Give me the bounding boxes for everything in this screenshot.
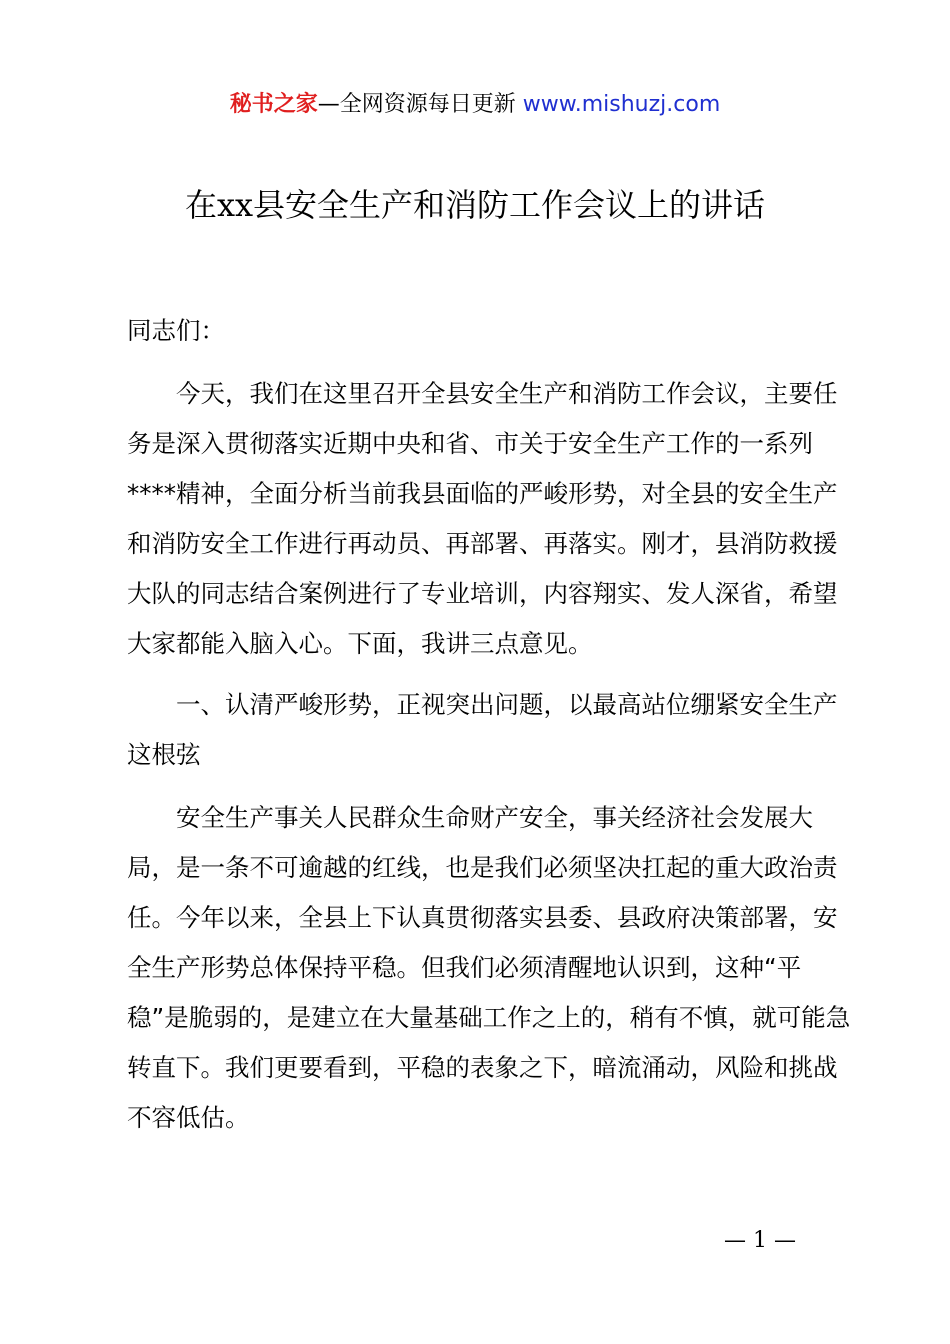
title-prefix: 在 [184, 186, 217, 224]
title-rest: 县安全生产和消防工作会议上的讲话 [253, 186, 766, 224]
site-header [0, 88, 950, 122]
page-number: — 1 — [724, 1228, 796, 1253]
site-brand: 秘书之家 [229, 92, 318, 117]
site-tagline: —全网资源每日更新 [317, 92, 516, 117]
salutation: 同志们： [127, 316, 225, 345]
document-title [0, 180, 950, 230]
section-heading-1: 一、认清严峻形势，正视突出问题，以最高站位绷紧安全生产这根弦 [127, 690, 838, 769]
paragraph-intro: 今天，我们在这里召开全县安全生产和消防工作会议，主要任务是深入贯彻落实近期中央和省、市关于安全生产工作的一系列****精神，全面分析当前我县面临的严峻形势，对全县的安全生产和消防安全工作进行再动员、再部署、再落实。刚才，县消防救援大队的同志结合案例进行了专业培训，内容翔实、发人深省，希望大家都能入脑入心。下面，我讲三点意见。 [127, 379, 838, 658]
site-url-link[interactable]: www.mishuzj.com [522, 92, 721, 117]
title-placeholder-xx: xx [216, 186, 254, 224]
paragraph-section-1: 安全生产事关人民群众生命财产安全，事关经济社会发展大局，是一条不可逾越的红线，也是我们必须坚决扛起的重大政治责任。今年以来，全县上下认真贯彻落实县委、县政府决策部署，安全生产形势总体保持平稳。但我们必须清醒地认识到，这种“平稳”是脆弱的，是建立在大量基础工作之上的，稍有不慎，就可能急转直下。我们更要看到，平稳的表象之下，暗流涌动，风险和挑战不容低估。 [127, 803, 851, 1132]
